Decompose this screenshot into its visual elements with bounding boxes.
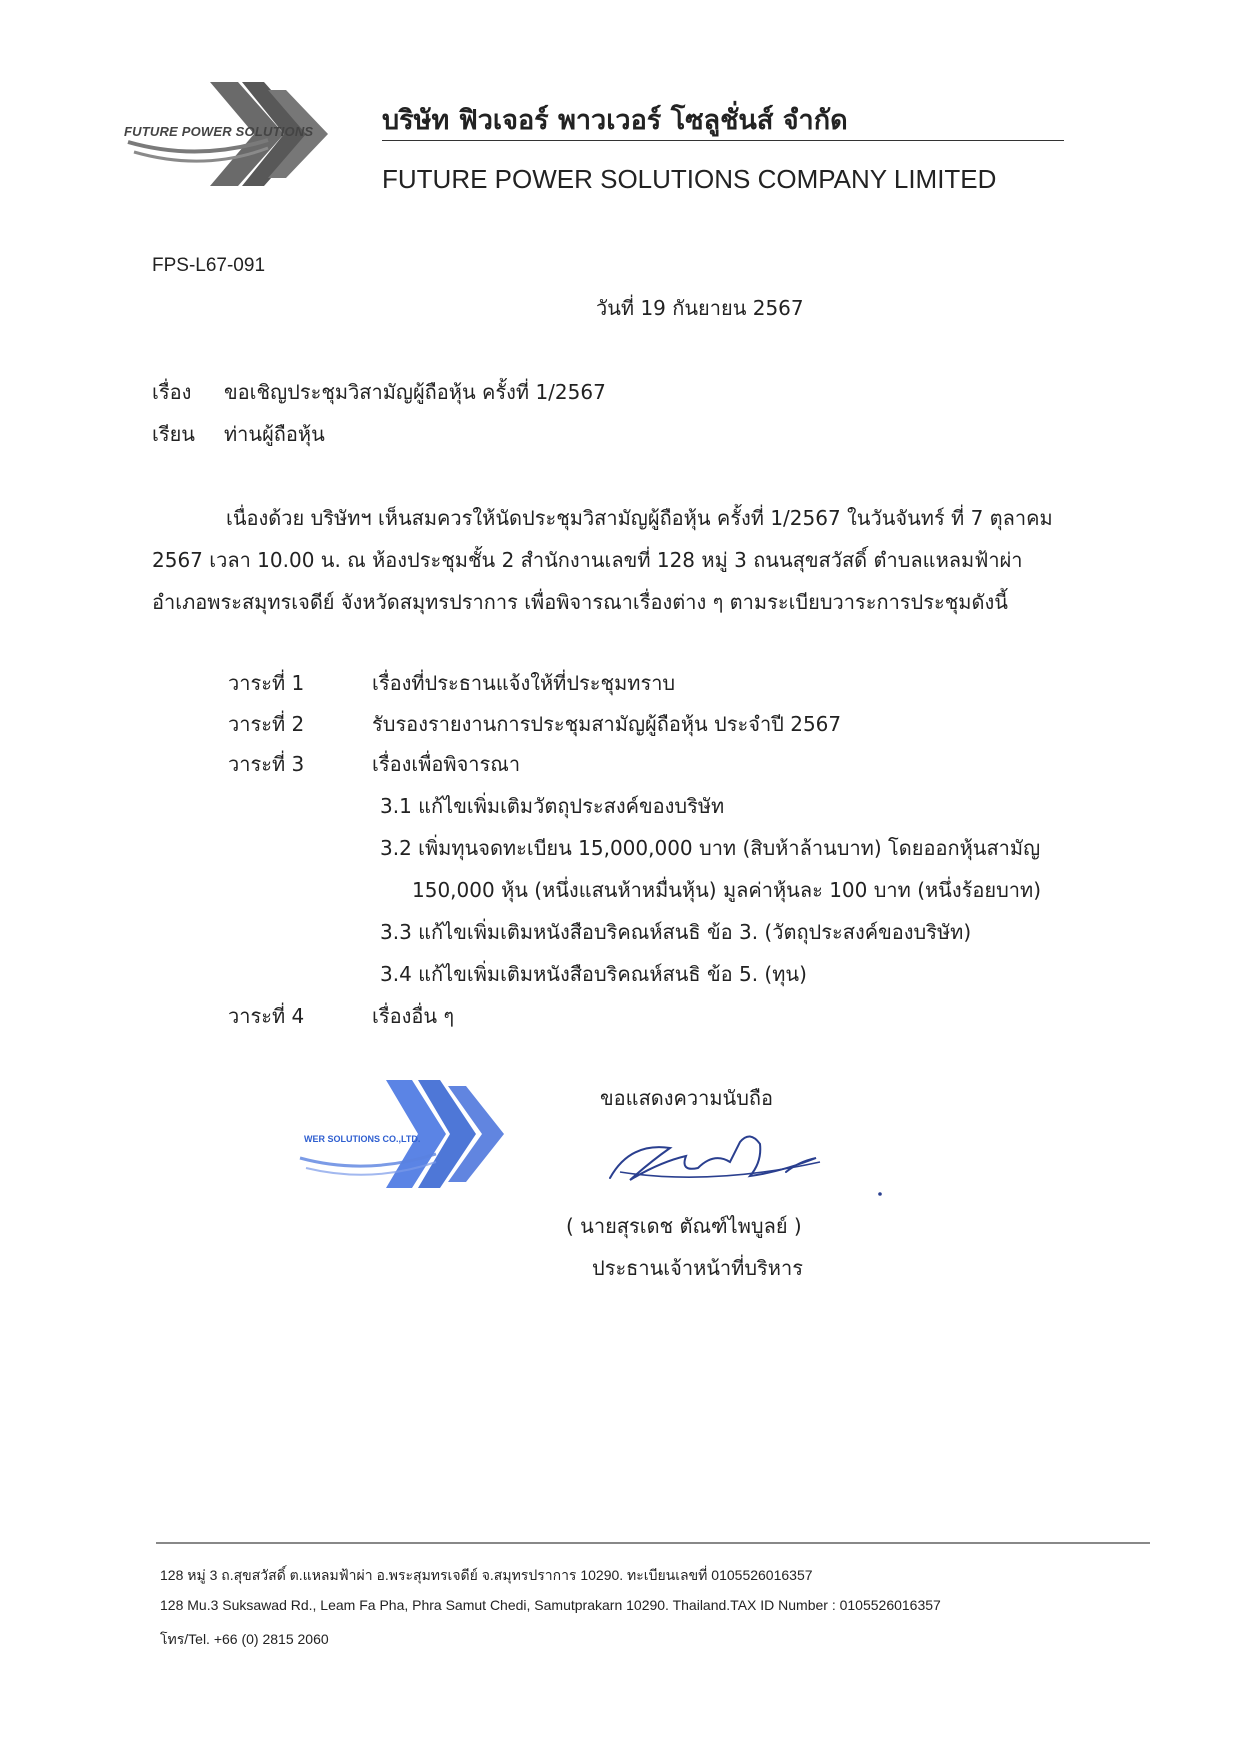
footer-address-english: 128 Mu.3 Suksawad Rd., Leam Fa Pha, Phra Samut Chedi, Samutprakarn 10290. Thailand.TAX ID Number : 0105526016357 bbox=[160, 1597, 941, 1613]
subject-value: ขอเชิญประชุมวิสามัญผู้ถือหุ้น ครั้งที่ 1/2567 bbox=[224, 380, 606, 404]
body-line-3: อำเภอพระสมุทรเจดีย์ จังหวัดสมุทรปราการ เพื่อพิจารณาเรื่องต่าง ๆ ตามระเบียบวาระการประชุมดังนี้ bbox=[152, 590, 1008, 614]
agenda-3-item-3: 3.3 แก้ไขเพิ่มเติมหนังสือบริคณห์สนธิ ข้อ 3. (วัตถุประสงค์ของบริษัท) bbox=[380, 920, 972, 944]
agenda-4-text: เรื่องอื่น ๆ bbox=[372, 1004, 455, 1028]
agenda-3-label: วาระที่ 3 bbox=[228, 752, 305, 776]
company-name-thai: บริษัท ฟิวเจอร์ พาวเวอร์ โซลูชั่นส์ จำกัด bbox=[382, 105, 848, 136]
subject-label: เรื่อง bbox=[152, 380, 192, 404]
agenda-1-label: วาระที่ 1 bbox=[228, 671, 305, 695]
company-name-english: FUTURE POWER SOLUTIONS COMPANY LIMITED bbox=[382, 164, 997, 194]
footer-divider bbox=[156, 1542, 1150, 1544]
agenda-3-item-1: 3.1 แก้ไขเพิ่มเติมวัตถุประสงค์ของบริษัท bbox=[380, 794, 725, 818]
signature-icon bbox=[590, 1122, 890, 1202]
signer-title: ประธานเจ้าหน้าที่บริหาร bbox=[592, 1256, 803, 1280]
logo-text: FUTURE POWER SOLUTIONS bbox=[124, 124, 314, 139]
agenda-2-label: วาระที่ 2 bbox=[228, 712, 305, 736]
body-line-2: 2567 เวลา 10.00 น. ณ ห้องประชุมชั้น 2 สำนักงานเลขที่ 128 หมู่ 3 ถนนสุขสวัสดิ์ ตำบลแหลมฟ้าผ่า bbox=[152, 548, 1023, 572]
recipient-label: เรียน bbox=[152, 422, 195, 446]
company-logo bbox=[118, 80, 340, 188]
agenda-3-item-2-cont: 150,000 หุ้น (หนึ่งแสนห้าหมื่นหุ้น) มูลค่าหุ้นละ 100 บาท (หนึ่งร้อยบาท) bbox=[412, 878, 1042, 902]
body-line-1: เนื่องด้วย บริษัทฯ เห็นสมควรให้นัดประชุมวิสามัญผู้ถือหุ้น ครั้งที่ 1/2567 ในวันจันทร์ ที่ 7 ตุลาคม bbox=[226, 506, 1053, 530]
agenda-1-text: เรื่องที่ประธานแจ้งให้ที่ประชุมทราบ bbox=[372, 671, 676, 695]
recipient-value: ท่านผู้ถือหุ้น bbox=[224, 422, 325, 446]
footer-phone: โทร/Tel. +66 (0) 2815 2060 bbox=[160, 1631, 329, 1647]
company-stamp bbox=[296, 1076, 516, 1194]
agenda-4-label: วาระที่ 4 bbox=[228, 1004, 305, 1028]
agenda-2-text: รับรองรายงานการประชุมสามัญผู้ถือหุ้น ประจำปี 2567 bbox=[372, 712, 842, 736]
closing-regards: ขอแสดงความนับถือ bbox=[600, 1086, 774, 1110]
document-date: วันที่ 19 กันยายน 2567 bbox=[596, 296, 804, 320]
document-number: FPS-L67-091 bbox=[152, 255, 266, 276]
stamp-text: WER SOLUTIONS CO.,LTD. bbox=[304, 1134, 421, 1144]
header-divider bbox=[382, 140, 1064, 141]
agenda-3-item-4: 3.4 แก้ไขเพิ่มเติมหนังสือบริคณห์สนธิ ข้อ 5. (ทุน) bbox=[380, 962, 807, 986]
agenda-3-text: เรื่องเพื่อพิจารณา bbox=[372, 752, 521, 776]
footer-address-thai: 128 หมู่ 3 ถ.สุขสวัสดิ์ ต.แหลมฟ้าผ่า อ.พระสุมทรเจดีย์ จ.สมุทรปราการ 10290. ทะเบียนเลขที่ 0105526016357 bbox=[160, 1567, 813, 1583]
signer-name: ( นายสุรเดช ตัณฑ์ไพบูลย์ ) bbox=[566, 1214, 802, 1238]
stamp-chevrons-icon bbox=[296, 1076, 516, 1194]
agenda-3-item-2: 3.2 เพิ่มทุนจดทะเบียน 15,000,000 บาท (สิบห้าล้านบาท) โดยออกหุ้นสามัญ bbox=[380, 836, 1041, 860]
